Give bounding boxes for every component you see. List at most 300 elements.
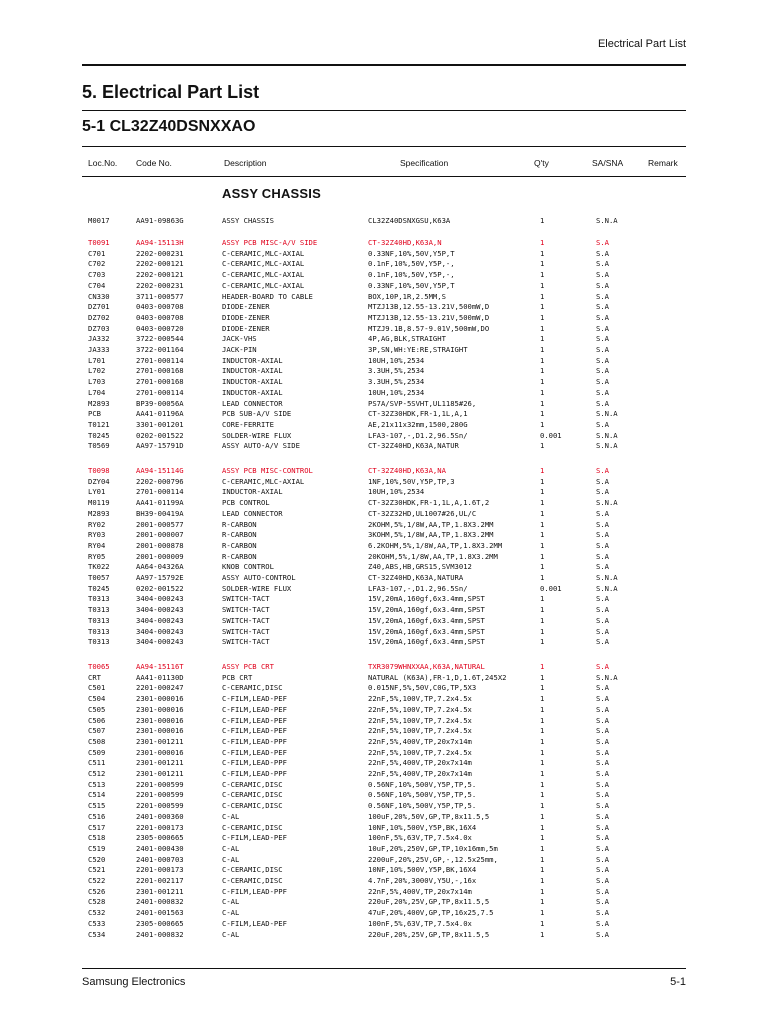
cell-sa-sna: S.A: [596, 662, 609, 671]
table-row: [82, 855, 686, 866]
table-row: [82, 498, 686, 509]
cell-specification: 3.3UH,5%,2534: [368, 377, 425, 387]
cell-sa-sna: S.A: [596, 918, 609, 928]
cell-description: R-CARBON: [222, 551, 257, 561]
cell-sa-sna: S.A: [596, 508, 609, 518]
cell-description: ASSY AUTO-A/V SIDE: [222, 441, 300, 451]
cell-loc-no: C533: [88, 918, 106, 928]
cell-description: DIODE-ZENER: [222, 323, 270, 333]
cell-code-no: 0202-001522: [136, 430, 184, 440]
table-row: [82, 292, 686, 303]
cell-specification: LFA3-107,-,D1.2,96.5Sn/: [368, 430, 468, 440]
cell-description: C-FILM,LEAD-PEF: [222, 704, 287, 714]
cell-loc-no: DZ701: [88, 302, 110, 312]
cell-description: R-CARBON: [222, 530, 257, 540]
cell-code-no: 2301-000016: [136, 694, 184, 704]
cell-code-no: 2401-001563: [136, 908, 184, 918]
cell-description: JACK-VHS: [222, 334, 257, 344]
table-row: [82, 683, 686, 694]
table-row: [82, 281, 686, 292]
cell-sa-sna: S.A: [596, 833, 609, 843]
cell-loc-no: T0091: [88, 238, 110, 247]
cell-qty: 1: [540, 291, 545, 301]
cell-loc-no: L701: [88, 355, 106, 365]
cell-description: C-AL: [222, 897, 240, 907]
table-row: [82, 637, 686, 648]
cell-sa-sna: S.A: [596, 929, 609, 939]
cell-loc-no: C522: [88, 876, 106, 885]
cell-description: SOLDER-WIRE FLUX: [222, 583, 292, 593]
cell-sa-sna: S.A: [596, 377, 609, 387]
cell-qty: 1: [540, 466, 545, 475]
cell-sa-sna: S.A: [596, 886, 609, 896]
title-rule: [82, 110, 686, 111]
cell-specification: CT-32Z32HD,UL1007#26,UL/C: [368, 508, 477, 518]
table-row: [82, 605, 686, 616]
cell-sa-sna: S.A: [596, 540, 609, 550]
table-row: [82, 388, 686, 399]
cell-loc-no: T0313: [88, 594, 110, 604]
cell-code-no: 2301-001211: [136, 886, 184, 896]
cell-description: C-FILM,LEAD-PPF: [222, 758, 287, 768]
cell-loc-no: M2893: [88, 508, 110, 518]
cell-code-no: 3404-000243: [136, 605, 184, 615]
cell-description: C-AL: [222, 843, 240, 853]
cell-qty: 1: [540, 519, 545, 529]
cell-description: LEAD CONNECTOR: [222, 508, 283, 518]
cell-specification: 10NF,10%,500V,Y5P,BK,16X4: [368, 865, 477, 875]
cell-description: C-FILM,LEAD-PPF: [222, 886, 287, 896]
cell-loc-no: RY03: [88, 530, 106, 540]
cell-code-no: 0403-000720: [136, 323, 184, 333]
cell-sa-sna: S.A: [596, 758, 609, 768]
cell-code-no: AA97-15791D: [136, 441, 184, 451]
cell-description: INDUCTOR-AXIAL: [222, 377, 283, 387]
cell-loc-no: DZY04: [88, 476, 110, 486]
table-row: [82, 833, 686, 844]
cell-sa-sna: S.N.A: [596, 573, 618, 582]
cell-description: HEADER-BOARD TO CABLE: [222, 291, 313, 301]
cell-description: ASSY PCB MISC-A/V SIDE: [222, 238, 318, 247]
cell-loc-no: T0313: [88, 637, 110, 647]
cell-description: ASSY PCB MISC-CONTROL: [222, 466, 313, 475]
cell-sa-sna: S.A: [596, 779, 609, 789]
table-row: [82, 520, 686, 531]
cell-qty: 1: [540, 779, 545, 789]
cell-loc-no: RY04: [88, 540, 106, 550]
cell-code-no: AA91-09863G: [136, 216, 184, 225]
table-row: [82, 487, 686, 498]
cell-specification: 3KOHM,5%,1/8W,AA,TP,1.8X3.2MM: [368, 530, 494, 540]
cell-qty: 1: [540, 637, 545, 647]
cell-loc-no: C508: [88, 736, 106, 746]
cell-sa-sna: S.A: [596, 398, 609, 408]
cell-loc-no: L702: [88, 366, 106, 376]
cell-specification: 10UH,10%,2534: [368, 487, 425, 497]
cell-description: ASSY CHASSIS: [222, 216, 274, 225]
cell-description: C-CERAMIC,MLC-AXIAL: [222, 248, 305, 258]
cell-qty: 1: [540, 508, 545, 518]
cell-loc-no: C532: [88, 908, 106, 918]
cell-description: PCB CRT: [222, 672, 253, 682]
cell-qty: 1: [540, 419, 545, 429]
cell-loc-no: C518: [88, 833, 106, 843]
cell-code-no: AA41-01199A: [136, 498, 184, 508]
table-row: [82, 812, 686, 823]
cell-specification: Z40,ABS,HB,GRS15,SVM3012: [368, 562, 472, 572]
cell-description: SWITCH-TACT: [222, 594, 270, 604]
cell-sa-sna: S.A: [596, 637, 609, 647]
cell-description: C-AL: [222, 908, 240, 918]
cell-description: SWITCH-TACT: [222, 626, 270, 636]
cell-loc-no: C511: [88, 758, 106, 768]
col-code-no: Code No.: [136, 158, 172, 168]
cell-specification: 0.015NF,5%,50V,C0G,TP,5X3: [368, 683, 477, 693]
footer-rule: [82, 968, 686, 969]
cell-description: INDUCTOR-AXIAL: [222, 487, 283, 497]
cell-specification: MTZJ9.1B,8.57-9.01V,500mW,DO: [368, 323, 490, 333]
cell-code-no: 2202-000796: [136, 476, 184, 486]
cell-specification: 2200uF,20%,25V,GP,-,12.5x25mm,: [368, 854, 498, 864]
table-row: [82, 887, 686, 898]
cell-qty: 1: [540, 540, 545, 550]
table-row: [82, 466, 686, 477]
cell-loc-no: T0313: [88, 615, 110, 625]
cell-loc-no: C501: [88, 683, 106, 693]
table-row: [82, 627, 686, 638]
cell-specification: AE,21x11x32mm,1500,280G: [368, 419, 468, 429]
cell-specification: 22nF,5%,400V,TP,20x7x14m: [368, 758, 472, 768]
cell-qty: 1: [540, 854, 545, 864]
cell-code-no: AA97-15792E: [136, 573, 184, 582]
cell-code-no: BH39-00419A: [136, 508, 184, 518]
cell-qty: 1: [540, 833, 545, 843]
cell-loc-no: C534: [88, 929, 106, 939]
cell-specification: 100uF,20%,50V,GP,TP,8x11.5,5: [368, 811, 490, 821]
cell-specification: 22nF,5%,100V,TP,7.2x4.5x: [368, 715, 472, 725]
cell-sa-sna: S.A: [596, 259, 609, 269]
cell-sa-sna: S.A: [596, 355, 609, 365]
cell-loc-no: C521: [88, 865, 106, 875]
cell-description: R-CARBON: [222, 540, 257, 550]
table-row: [82, 259, 686, 270]
cell-loc-no: T0065: [88, 662, 110, 671]
cell-specification: 47uF,20%,400V,GP,TP,16x25,7.5: [368, 908, 494, 918]
cell-sa-sna: S.A: [596, 312, 609, 322]
cell-description: DIODE-ZENER: [222, 312, 270, 322]
cell-code-no: 2301-001211: [136, 769, 184, 778]
cell-sa-sna: S.A: [596, 476, 609, 486]
cell-sa-sna: S.A: [596, 615, 609, 625]
table-row: [82, 930, 686, 941]
cell-code-no: 2305-000665: [136, 833, 184, 843]
cell-description: DIODE-ZENER: [222, 302, 270, 312]
table-row: [82, 573, 686, 584]
cell-code-no: 2701-000114: [136, 387, 184, 397]
cell-specification: 22nF,5%,400V,TP,20x7x14m: [368, 886, 472, 896]
cell-loc-no: C519: [88, 843, 106, 853]
cell-loc-no: C528: [88, 897, 106, 907]
cell-description: C-FILM,LEAD-PEF: [222, 833, 287, 843]
cell-sa-sna: S.A: [596, 562, 609, 572]
cell-qty: 1: [540, 908, 545, 918]
cell-specification: 0.1nF,10%,50V,Y5P,-,: [368, 270, 455, 280]
cell-qty: 1: [540, 398, 545, 408]
cell-sa-sna: S.A: [596, 280, 609, 290]
cell-loc-no: T0313: [88, 626, 110, 636]
cell-code-no: 2401-000832: [136, 929, 184, 939]
cell-code-no: 3404-000243: [136, 594, 184, 604]
cell-qty: 1: [540, 662, 545, 671]
cell-sa-sna: S.A: [596, 323, 609, 333]
cell-code-no: 2701-000114: [136, 355, 184, 365]
cell-sa-sna: S.A: [596, 594, 609, 604]
cell-loc-no: C514: [88, 790, 106, 800]
cell-loc-no: C516: [88, 811, 106, 821]
cell-sa-sna: S.A: [596, 605, 609, 615]
cell-specification: 10UH,10%,2534: [368, 387, 425, 397]
cell-loc-no: DZ703: [88, 323, 110, 333]
cell-specification: PS7A/SVP-5SVHT,UL1185#26,: [368, 398, 477, 408]
table-row: [82, 509, 686, 520]
cell-sa-sna: S.A: [596, 238, 609, 247]
table-row: [82, 216, 686, 227]
table-row: [82, 908, 686, 919]
cell-code-no: 2301-001211: [136, 758, 184, 768]
cell-qty: 1: [540, 694, 545, 704]
cell-description: SWITCH-TACT: [222, 615, 270, 625]
cell-qty: 1: [540, 487, 545, 497]
cell-sa-sna: S.A: [596, 683, 609, 693]
cell-loc-no: M2893: [88, 398, 110, 408]
cell-specification: 15V,20mA,160gf,6x3.4mm,SPST: [368, 605, 485, 615]
cell-code-no: 2001-000878: [136, 540, 184, 550]
cell-loc-no: C515: [88, 801, 106, 811]
cell-specification: LFA3-107,-,D1.2,96.5Sn/: [368, 583, 468, 593]
cell-specification: CT-32Z30HDK,FR-1,1L,A,1: [368, 409, 468, 419]
cell-code-no: BP39-00056A: [136, 398, 184, 408]
cell-description: INDUCTOR-AXIAL: [222, 387, 283, 397]
table-row: [82, 313, 686, 324]
cell-code-no: 3711-000577: [136, 291, 184, 301]
cell-specification: 220uF,20%,25V,GP,TP,8x11.5,5: [368, 897, 490, 907]
cell-specification: 22nF,5%,100V,TP,7.2x4.5x: [368, 747, 472, 757]
cell-code-no: 3404-000243: [136, 626, 184, 636]
cell-code-no: 2201-000173: [136, 822, 184, 832]
cell-qty: 1: [540, 366, 545, 376]
cell-qty: 1: [540, 929, 545, 939]
cell-code-no: 2301-000016: [136, 726, 184, 736]
cell-qty: 1: [540, 918, 545, 928]
cell-description: C-FILM,LEAD-PEF: [222, 715, 287, 725]
cell-sa-sna: S.N.A: [596, 672, 618, 682]
cell-loc-no: L703: [88, 377, 106, 387]
cell-sa-sna: S.A: [596, 897, 609, 907]
cell-code-no: AA41-01196A: [136, 409, 184, 419]
table-row: [82, 694, 686, 705]
table-row: [82, 431, 686, 442]
table-row: [82, 705, 686, 716]
cell-qty: 1: [540, 747, 545, 757]
table-row: [82, 865, 686, 876]
table-row: [82, 748, 686, 759]
cell-description: C-CERAMIC,DISC: [222, 790, 283, 800]
cell-sa-sna: S.N.A: [596, 498, 618, 508]
cell-specification: CT-32Z40HD,K63A,NA: [368, 466, 446, 475]
cell-description: C-CERAMIC,DISC: [222, 865, 283, 875]
cell-sa-sna: S.N.A: [596, 430, 618, 440]
cell-description: SWITCH-TACT: [222, 637, 270, 647]
cell-specification: CT-32Z40HD,K63A,NATURA: [368, 573, 464, 582]
table-row: [82, 541, 686, 552]
cell-specification: 100nF,5%,63V,TP,7.5x4.0x: [368, 918, 472, 928]
cell-specification: 6.2KOHM,5%,1/8W,AA,TP,1.8X3.2MM: [368, 540, 503, 550]
cell-sa-sna: S.A: [596, 530, 609, 540]
cell-qty: 0.001: [540, 430, 562, 440]
cell-specification: 3P,SN,WH:YE:RE,STRAIGHT: [368, 345, 468, 354]
cell-description: C-FILM,LEAD-PEF: [222, 694, 287, 704]
cell-loc-no: TK022: [88, 562, 110, 572]
cell-specification: 0.56NF,10%,500V,Y5P,TP,5.: [368, 779, 477, 789]
table-row: [82, 844, 686, 855]
cell-code-no: 2401-000703: [136, 854, 184, 864]
cell-loc-no: C509: [88, 747, 106, 757]
cell-qty: 1: [540, 605, 545, 615]
cell-description: PCB CONTROL: [222, 498, 270, 508]
cell-code-no: 0202-001522: [136, 583, 184, 593]
cell-loc-no: RY05: [88, 551, 106, 561]
cell-code-no: 2301-000016: [136, 747, 184, 757]
table-row: [82, 409, 686, 420]
cell-code-no: 3404-000243: [136, 637, 184, 647]
cell-loc-no: JA333: [88, 345, 110, 354]
cell-qty: 1: [540, 811, 545, 821]
cell-description: C-CERAMIC,MLC-AXIAL: [222, 280, 305, 290]
cell-sa-sna: S.A: [596, 747, 609, 757]
cell-code-no: 2202-000231: [136, 280, 184, 290]
table-row: [82, 897, 686, 908]
model-subtitle: 5-1 CL32Z40DSNXXAO: [82, 118, 256, 135]
cell-loc-no: DZ702: [88, 312, 110, 322]
cell-qty: 1: [540, 626, 545, 636]
cell-code-no: 2701-000168: [136, 377, 184, 387]
cell-qty: 1: [540, 822, 545, 832]
cell-sa-sna: S.A: [596, 854, 609, 864]
cell-code-no: 2401-000430: [136, 843, 184, 853]
table-row: [82, 673, 686, 684]
cell-loc-no: M0017: [88, 216, 110, 225]
cell-loc-no: C702: [88, 259, 106, 269]
cell-specification: 22nF,5%,400V,TP,20x7x14m: [368, 769, 472, 778]
cell-sa-sna: S.A: [596, 843, 609, 853]
cell-description: PCB SUB-A/V SIDE: [222, 409, 292, 419]
table-row: [82, 758, 686, 769]
cell-code-no: 2202-000121: [136, 270, 184, 280]
cell-sa-sna: S.A: [596, 694, 609, 704]
cell-qty: 1: [540, 377, 545, 387]
cell-qty: 0.001: [540, 583, 562, 593]
cell-qty: 1: [540, 334, 545, 344]
cell-code-no: 2201-002117: [136, 876, 184, 885]
cell-qty: 1: [540, 302, 545, 312]
cell-qty: 1: [540, 726, 545, 736]
cell-code-no: AA94-15113H: [136, 238, 184, 247]
cell-loc-no: RY02: [88, 519, 106, 529]
cell-code-no: AA94-15114G: [136, 466, 184, 475]
cell-description: C-AL: [222, 811, 240, 821]
cell-sa-sna: S.A: [596, 626, 609, 636]
cell-specification: 10NF,10%,500V,Y5P,BK,16X4: [368, 822, 477, 832]
cell-qty: 1: [540, 865, 545, 875]
cell-description: C-FILM,LEAD-PEF: [222, 747, 287, 757]
section-title: ASSY CHASSIS: [222, 186, 321, 201]
cell-specification: 0.56NF,10%,500V,Y5P,TP,5.: [368, 790, 477, 800]
cell-qty: 1: [540, 248, 545, 258]
cell-specification: 0.1nF,10%,50V,Y5P,-,: [368, 259, 455, 269]
cell-code-no: 2201-000247: [136, 683, 184, 693]
cell-description: INDUCTOR-AXIAL: [222, 366, 283, 376]
cell-sa-sna: S.A: [596, 822, 609, 832]
table-row: [82, 562, 686, 573]
table-row: [82, 594, 686, 605]
table-row: [82, 324, 686, 335]
table-row: [82, 801, 686, 812]
cell-specification: 10UH,10%,2534: [368, 355, 425, 365]
cell-loc-no: T0569: [88, 441, 110, 451]
cell-loc-no: CRT: [88, 672, 101, 682]
cell-qty: 1: [540, 758, 545, 768]
cell-loc-no: C704: [88, 280, 106, 290]
cell-specification: 100nF,5%,63V,TP,7.5x4.0x: [368, 833, 472, 843]
cell-qty: 1: [540, 683, 545, 693]
cell-sa-sna: S.A: [596, 715, 609, 725]
cell-loc-no: T0121: [88, 419, 110, 429]
cell-loc-no: M0119: [88, 498, 110, 508]
cell-sa-sna: S.N.A: [596, 583, 618, 593]
table-row: [82, 420, 686, 431]
cell-code-no: AA64-04326A: [136, 562, 184, 572]
cell-specification: 15V,20mA,160gf,6x3.4mm,SPST: [368, 637, 485, 647]
table-row: [82, 270, 686, 281]
table-row: [82, 377, 686, 388]
cell-sa-sna: S.A: [596, 334, 609, 344]
table-row: [82, 356, 686, 367]
cell-sa-sna: S.A: [596, 551, 609, 561]
col-remark: Remark: [648, 158, 678, 168]
cell-sa-sna: S.A: [596, 736, 609, 746]
cell-loc-no: C513: [88, 779, 106, 789]
cell-qty: 1: [540, 715, 545, 725]
cell-qty: 1: [540, 551, 545, 561]
cell-code-no: 2202-000231: [136, 248, 184, 258]
table-row: [82, 823, 686, 834]
cell-loc-no: C506: [88, 715, 106, 725]
cell-specification: 15V,20mA,160gf,6x3.4mm,SPST: [368, 615, 485, 625]
cell-code-no: 0403-000708: [136, 312, 184, 322]
cell-description: C-CERAMIC,MLC-AXIAL: [222, 259, 305, 269]
cell-qty: 1: [540, 615, 545, 625]
cell-loc-no: JA332: [88, 334, 110, 344]
cell-loc-no: PCB: [88, 409, 101, 419]
cell-specification: 20KOHM,5%,1/8W,AA,TP,1.8X3.2MM: [368, 551, 498, 561]
cell-specification: 22nF,5%,400V,TP,20x7x14m: [368, 736, 472, 746]
cell-description: C-FILM,LEAD-PEF: [222, 726, 287, 736]
cell-qty: 1: [540, 769, 545, 778]
cell-loc-no: LY01: [88, 487, 106, 497]
cell-code-no: 2401-000832: [136, 897, 184, 907]
cell-specification: 4.7nF,20%,3000V,Y5U,-,16x: [368, 876, 477, 885]
cell-specification: 22nF,5%,100V,TP,7.2x4.5x: [368, 704, 472, 714]
